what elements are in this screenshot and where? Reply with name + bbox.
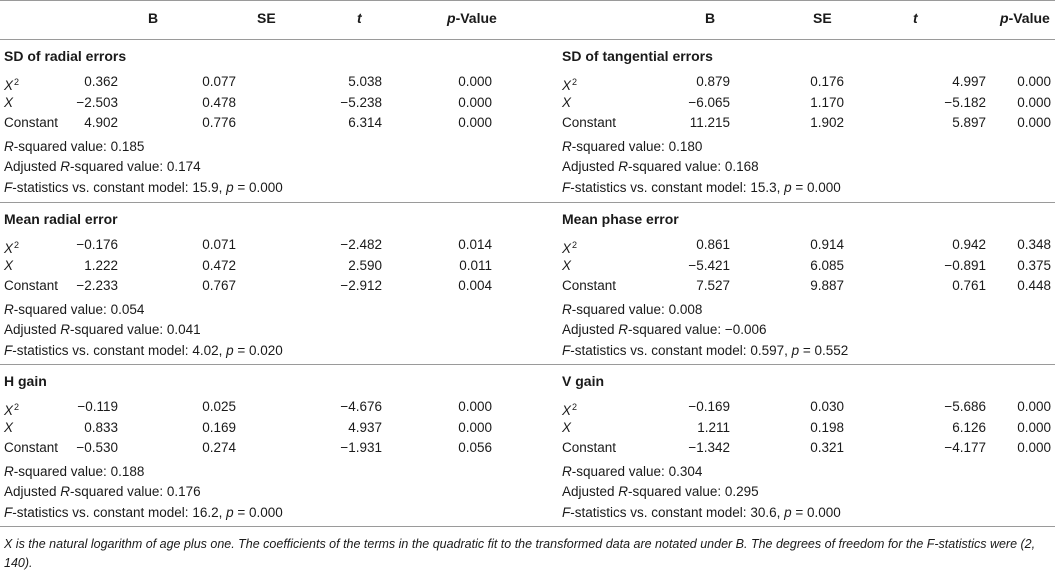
table-bottom-rule bbox=[0, 526, 1055, 527]
cell-b: 0.879 bbox=[696, 74, 730, 89]
r-rest: -squared value: bbox=[571, 463, 669, 479]
cell-t: −4.676 bbox=[340, 399, 382, 414]
p-value: 0.000 bbox=[807, 179, 841, 195]
adj-prefix: Adjusted bbox=[4, 322, 61, 337]
cell-se: 0.198 bbox=[810, 419, 844, 435]
cell-b: −1.342 bbox=[688, 440, 730, 455]
f-sep: , bbox=[776, 179, 785, 195]
adj-prefix: Adjusted bbox=[562, 322, 619, 337]
f-statistics-line bbox=[4, 178, 283, 198]
adj-rest: -squared value: bbox=[70, 159, 167, 174]
row-label-sup: 2 bbox=[14, 240, 20, 250]
p-value: 0.000 bbox=[807, 504, 841, 520]
row-label-sup: 2 bbox=[14, 77, 20, 87]
header-b-left bbox=[148, 8, 158, 28]
r-squared-line bbox=[562, 137, 702, 157]
p-value: 0.552 bbox=[814, 342, 849, 358]
header-b-text: B bbox=[148, 10, 159, 26]
superscript-2 bbox=[14, 240, 19, 250]
cell-t: 0.761 bbox=[952, 278, 986, 293]
adj-italic: R bbox=[618, 159, 629, 174]
adj-italic: R bbox=[60, 484, 71, 499]
header-pvalue-left bbox=[447, 8, 497, 28]
r-squared-value: 0.008 bbox=[668, 301, 703, 317]
cell-t: 2.590 bbox=[348, 257, 382, 273]
row-label-x2 bbox=[4, 397, 19, 417]
cell-se: 1.902 bbox=[810, 115, 844, 130]
cell-t: 4.937 bbox=[348, 419, 382, 435]
r-squared-line bbox=[562, 300, 702, 320]
section-title bbox=[4, 46, 126, 66]
adj-italic: R bbox=[618, 484, 629, 499]
f-value: 15.9 bbox=[192, 179, 219, 195]
adjusted-r-squared-line bbox=[562, 482, 759, 502]
f-statistics-line bbox=[562, 178, 841, 198]
cell-t: −2.482 bbox=[340, 237, 382, 252]
f-rest: -statistics vs. constant model: bbox=[12, 504, 193, 520]
cell-b: 0.861 bbox=[696, 237, 730, 252]
superscript-2 bbox=[572, 77, 577, 87]
row-label-x: X bbox=[562, 419, 572, 435]
cell-t: −1.931 bbox=[340, 440, 382, 455]
row-label-x bbox=[4, 256, 13, 276]
p-eq: = bbox=[791, 179, 808, 195]
row-label-constant bbox=[562, 438, 616, 458]
f-italic: F bbox=[4, 504, 13, 520]
cell-se: 0.176 bbox=[810, 74, 844, 89]
row-label-x2 bbox=[562, 235, 577, 255]
adj-rest: -squared value: bbox=[70, 484, 167, 499]
row-label-constant: Constant bbox=[4, 440, 59, 455]
header-t-text: t bbox=[357, 10, 362, 26]
cell-p: 0.000 bbox=[1017, 399, 1051, 414]
cell-p: 0.004 bbox=[458, 278, 492, 293]
f-sep: , bbox=[218, 179, 227, 195]
p-value: 0.000 bbox=[249, 504, 283, 520]
table-top-rule bbox=[0, 0, 1055, 1]
cell-b: 1.222 bbox=[84, 257, 118, 273]
cell-se: 9.887 bbox=[810, 278, 844, 293]
cell-t: −4.177 bbox=[944, 440, 986, 455]
header-pvalue-right bbox=[1000, 8, 1050, 28]
cell-p: 0.448 bbox=[1017, 278, 1051, 293]
f-statistics-line bbox=[562, 341, 848, 361]
f-rest: -statistics vs. constant model: bbox=[570, 504, 751, 520]
f-italic: F bbox=[562, 342, 571, 358]
f-statistics-line bbox=[4, 341, 283, 361]
row-label-sup: 2 bbox=[572, 402, 578, 412]
row-label-x bbox=[562, 418, 571, 438]
r-italic: R bbox=[562, 138, 572, 154]
header-se-text: SE bbox=[813, 10, 832, 26]
row-label-x: X bbox=[562, 257, 572, 273]
row-label-x bbox=[562, 93, 571, 113]
f-value: 30.6 bbox=[750, 504, 777, 520]
cell-p: 0.000 bbox=[1017, 440, 1051, 455]
row-label-constant: Constant bbox=[562, 115, 617, 130]
f-italic: F bbox=[4, 342, 13, 358]
row-label-constant: Constant bbox=[4, 115, 59, 130]
row-label-x bbox=[4, 418, 13, 438]
adj-prefix: Adjusted bbox=[4, 159, 61, 174]
cell-p: 0.000 bbox=[458, 94, 492, 110]
row-label-x2 bbox=[4, 72, 19, 92]
section-title-text: SD of tangential errors bbox=[562, 48, 713, 64]
p-italic: p bbox=[784, 504, 792, 520]
f-sep: , bbox=[784, 342, 792, 358]
row-label-constant: Constant bbox=[4, 278, 59, 293]
cell-t: 4.997 bbox=[952, 74, 986, 89]
r-rest: -squared value: bbox=[13, 463, 111, 479]
p-eq: = bbox=[233, 504, 250, 520]
cell-t: 5.038 bbox=[348, 74, 382, 89]
adj-prefix: Adjusted bbox=[4, 484, 61, 499]
adj-rest: -squared value: bbox=[628, 484, 725, 499]
cell-p: 0.000 bbox=[458, 115, 492, 130]
p-italic: p bbox=[784, 179, 792, 195]
cell-se: 1.170 bbox=[810, 94, 844, 110]
cell-se: 0.776 bbox=[202, 115, 236, 130]
cell-p: 0.014 bbox=[458, 237, 492, 252]
cell-p: 0.000 bbox=[1017, 419, 1051, 435]
row-label-x2 bbox=[562, 72, 577, 92]
r-squared-line bbox=[562, 462, 702, 482]
section-title bbox=[562, 371, 604, 391]
header-p-rest: -Value bbox=[455, 10, 497, 26]
header-p-italic: p bbox=[447, 10, 456, 26]
cell-se: 0.030 bbox=[810, 399, 844, 414]
cell-b: −2.503 bbox=[76, 94, 118, 110]
superscript-2 bbox=[572, 402, 577, 412]
header-t-text: t bbox=[913, 10, 918, 26]
header-b-right bbox=[705, 8, 715, 28]
f-value: 0.597 bbox=[750, 342, 785, 358]
row-label-x: X bbox=[4, 78, 14, 93]
r-rest: -squared value: bbox=[13, 301, 111, 317]
p-italic: p bbox=[791, 342, 800, 358]
cell-b: −5.421 bbox=[688, 257, 730, 273]
r-squared-value: 0.188 bbox=[110, 463, 145, 479]
section-title-text: SD of radial errors bbox=[4, 48, 127, 64]
cell-t: −5.182 bbox=[944, 94, 986, 110]
f-sep: , bbox=[218, 342, 227, 358]
r-italic: R bbox=[562, 463, 572, 479]
cell-p: 0.011 bbox=[459, 257, 492, 273]
r-squared-line bbox=[4, 137, 144, 157]
f-rest: -statistics vs. constant model: bbox=[570, 342, 751, 358]
adjusted-r-squared-line bbox=[562, 157, 759, 177]
row-label-x: X bbox=[562, 94, 572, 110]
superscript-2 bbox=[572, 240, 577, 250]
row-label-x2 bbox=[562, 397, 577, 417]
row-label-x: X bbox=[4, 94, 14, 110]
row-label-constant bbox=[562, 113, 616, 133]
cell-b: −6.065 bbox=[688, 94, 730, 110]
adj-italic: R bbox=[60, 322, 71, 337]
cell-b: −2.233 bbox=[76, 278, 118, 293]
cell-p: 0.000 bbox=[458, 399, 492, 414]
header-se-text: SE bbox=[257, 10, 276, 26]
cell-p: 0.000 bbox=[1017, 74, 1051, 89]
header-se-right bbox=[813, 8, 832, 28]
section-title bbox=[4, 371, 47, 391]
cell-b: −0.176 bbox=[76, 237, 118, 252]
row-label-constant bbox=[562, 276, 616, 296]
cell-t: 0.942 bbox=[952, 237, 986, 252]
row-label-x: X bbox=[562, 78, 572, 93]
adj-rest: -squared value: bbox=[628, 322, 725, 337]
r-italic: R bbox=[4, 463, 14, 479]
row-label-x: X bbox=[562, 241, 572, 256]
row-label-x: X bbox=[562, 403, 572, 418]
cell-p: 0.000 bbox=[458, 419, 492, 435]
row-label-constant: Constant bbox=[562, 278, 617, 293]
section-title bbox=[562, 209, 679, 229]
r-squared-value: 0.180 bbox=[668, 138, 703, 154]
cell-se: 0.274 bbox=[202, 440, 236, 455]
header-p-rest: -Value bbox=[1008, 10, 1050, 26]
p-value: 0.000 bbox=[249, 179, 283, 195]
r-squared-value: 0.054 bbox=[110, 301, 145, 317]
cell-p: 0.375 bbox=[1017, 257, 1051, 273]
row-label-sup: 2 bbox=[14, 402, 20, 412]
section-divider bbox=[0, 364, 1055, 365]
section-title-text: H gain bbox=[4, 373, 47, 389]
adjusted-r-squared-line bbox=[4, 482, 201, 502]
r-rest: -squared value: bbox=[571, 138, 669, 154]
row-label-x: X bbox=[4, 241, 14, 256]
cell-b: −0.119 bbox=[77, 399, 118, 414]
adjusted-r-squared-value: 0.168 bbox=[724, 159, 759, 174]
adjusted-r-squared-line bbox=[4, 157, 201, 177]
cell-b: 7.527 bbox=[696, 278, 730, 293]
cell-t: −2.912 bbox=[340, 278, 382, 293]
cell-t: 6.126 bbox=[952, 419, 986, 435]
cell-b: 11.215 bbox=[689, 115, 730, 130]
cell-t: −5.238 bbox=[340, 94, 382, 110]
p-eq: = bbox=[799, 342, 815, 358]
adjusted-r-squared-value: −0.006 bbox=[724, 322, 767, 337]
adjusted-r-squared-value: 0.041 bbox=[166, 322, 201, 337]
row-label-x bbox=[4, 93, 13, 113]
section-title bbox=[4, 209, 118, 229]
adj-prefix: Adjusted bbox=[562, 484, 619, 499]
f-rest: -statistics vs. constant model: bbox=[570, 179, 751, 195]
p-italic: p bbox=[226, 342, 234, 358]
row-label-sup: 2 bbox=[572, 240, 578, 250]
r-italic: R bbox=[4, 301, 14, 317]
r-squared-line bbox=[4, 300, 144, 320]
f-value: 15.3 bbox=[750, 179, 777, 195]
cell-se: 0.169 bbox=[202, 419, 236, 435]
section-divider bbox=[0, 202, 1055, 203]
p-eq: = bbox=[791, 504, 808, 520]
f-italic: F bbox=[562, 504, 571, 520]
p-eq: = bbox=[233, 179, 250, 195]
f-statistics-line bbox=[4, 503, 283, 523]
r-italic: R bbox=[562, 301, 572, 317]
r-squared-value: 0.304 bbox=[668, 463, 703, 479]
p-italic: p bbox=[226, 179, 234, 195]
section-title-text: Mean radial error bbox=[4, 211, 118, 227]
cell-p: 0.000 bbox=[1017, 115, 1051, 130]
cell-b: −0.530 bbox=[76, 440, 118, 455]
cell-p: 0.056 bbox=[458, 440, 492, 455]
f-rest: -statistics vs. constant model: bbox=[12, 179, 193, 195]
superscript-2 bbox=[14, 402, 19, 412]
cell-b: 0.833 bbox=[84, 419, 118, 435]
superscript-2 bbox=[14, 77, 19, 87]
header-t-right bbox=[913, 8, 918, 28]
section-title-text: V gain bbox=[562, 373, 605, 389]
cell-b: 0.362 bbox=[84, 74, 118, 89]
cell-t: 6.314 bbox=[348, 115, 382, 130]
f-sep: , bbox=[218, 504, 227, 520]
r-squared-line bbox=[4, 462, 144, 482]
adjusted-r-squared-line bbox=[4, 320, 201, 340]
cell-se: 0.914 bbox=[810, 237, 844, 252]
adj-italic: R bbox=[60, 159, 71, 174]
p-eq: = bbox=[233, 342, 250, 358]
header-b-text: B bbox=[705, 10, 716, 26]
row-label-x: X bbox=[4, 257, 14, 273]
adjusted-r-squared-value: 0.176 bbox=[166, 484, 201, 499]
cell-t: 5.897 bbox=[952, 115, 986, 130]
adj-rest: -squared value: bbox=[70, 322, 167, 337]
header-rule bbox=[0, 39, 1055, 40]
section-title-text: Mean phase error bbox=[562, 211, 679, 227]
r-rest: -squared value: bbox=[13, 138, 111, 154]
adj-rest: -squared value: bbox=[628, 159, 725, 174]
header-t-left bbox=[357, 8, 362, 28]
table-footnote: X is the natural logarithm of age plus one. The coefficients of the terms in the quadratic fit to the transformed data are notated under B. The degrees of freedom for the F-statistics were (2, 140). bbox=[4, 537, 1036, 570]
cell-se: 0.025 bbox=[202, 399, 236, 414]
f-value: 4.02 bbox=[192, 342, 219, 358]
header-se-left bbox=[257, 8, 276, 28]
row-label-x: X bbox=[4, 403, 14, 418]
cell-se: 0.321 bbox=[810, 440, 844, 455]
cell-b: 1.211 bbox=[697, 419, 730, 435]
adj-prefix: Adjusted bbox=[562, 159, 619, 174]
row-label-x2 bbox=[4, 235, 19, 255]
cell-t: −5.686 bbox=[944, 399, 986, 414]
f-statistics-line bbox=[562, 503, 841, 523]
r-italic: R bbox=[4, 138, 14, 154]
header-p-italic: p bbox=[1000, 10, 1009, 26]
row-label-x: X bbox=[4, 419, 14, 435]
p-value: 0.020 bbox=[249, 342, 283, 358]
adjusted-r-squared-value: 0.174 bbox=[166, 159, 201, 174]
adj-italic: R bbox=[618, 322, 629, 337]
row-label-constant: Constant bbox=[562, 440, 617, 455]
cell-se: 0.472 bbox=[202, 257, 236, 273]
row-label-sup: 2 bbox=[572, 77, 578, 87]
row-label-x bbox=[562, 256, 571, 276]
cell-se: 6.085 bbox=[810, 257, 844, 273]
f-italic: F bbox=[562, 179, 571, 195]
r-squared-value: 0.185 bbox=[110, 138, 145, 154]
cell-se: 0.077 bbox=[202, 74, 236, 89]
section-title bbox=[562, 46, 713, 66]
p-italic: p bbox=[226, 504, 234, 520]
cell-t: −0.891 bbox=[944, 257, 986, 273]
cell-b: 4.902 bbox=[84, 115, 118, 130]
r-rest: -squared value: bbox=[571, 301, 669, 317]
adjusted-r-squared-value: 0.295 bbox=[724, 484, 759, 499]
f-italic: F bbox=[4, 179, 13, 195]
f-rest: -statistics vs. constant model: bbox=[12, 342, 193, 358]
cell-b: −0.169 bbox=[688, 399, 730, 414]
cell-se: 0.478 bbox=[202, 94, 236, 110]
f-value: 16.2 bbox=[192, 504, 219, 520]
cell-p: 0.000 bbox=[458, 74, 492, 89]
cell-p: 0.348 bbox=[1017, 237, 1051, 252]
cell-se: 0.071 bbox=[202, 237, 236, 252]
cell-se: 0.767 bbox=[202, 278, 236, 293]
adjusted-r-squared-line bbox=[562, 320, 767, 340]
f-sep: , bbox=[776, 504, 785, 520]
cell-p: 0.000 bbox=[1017, 94, 1051, 110]
